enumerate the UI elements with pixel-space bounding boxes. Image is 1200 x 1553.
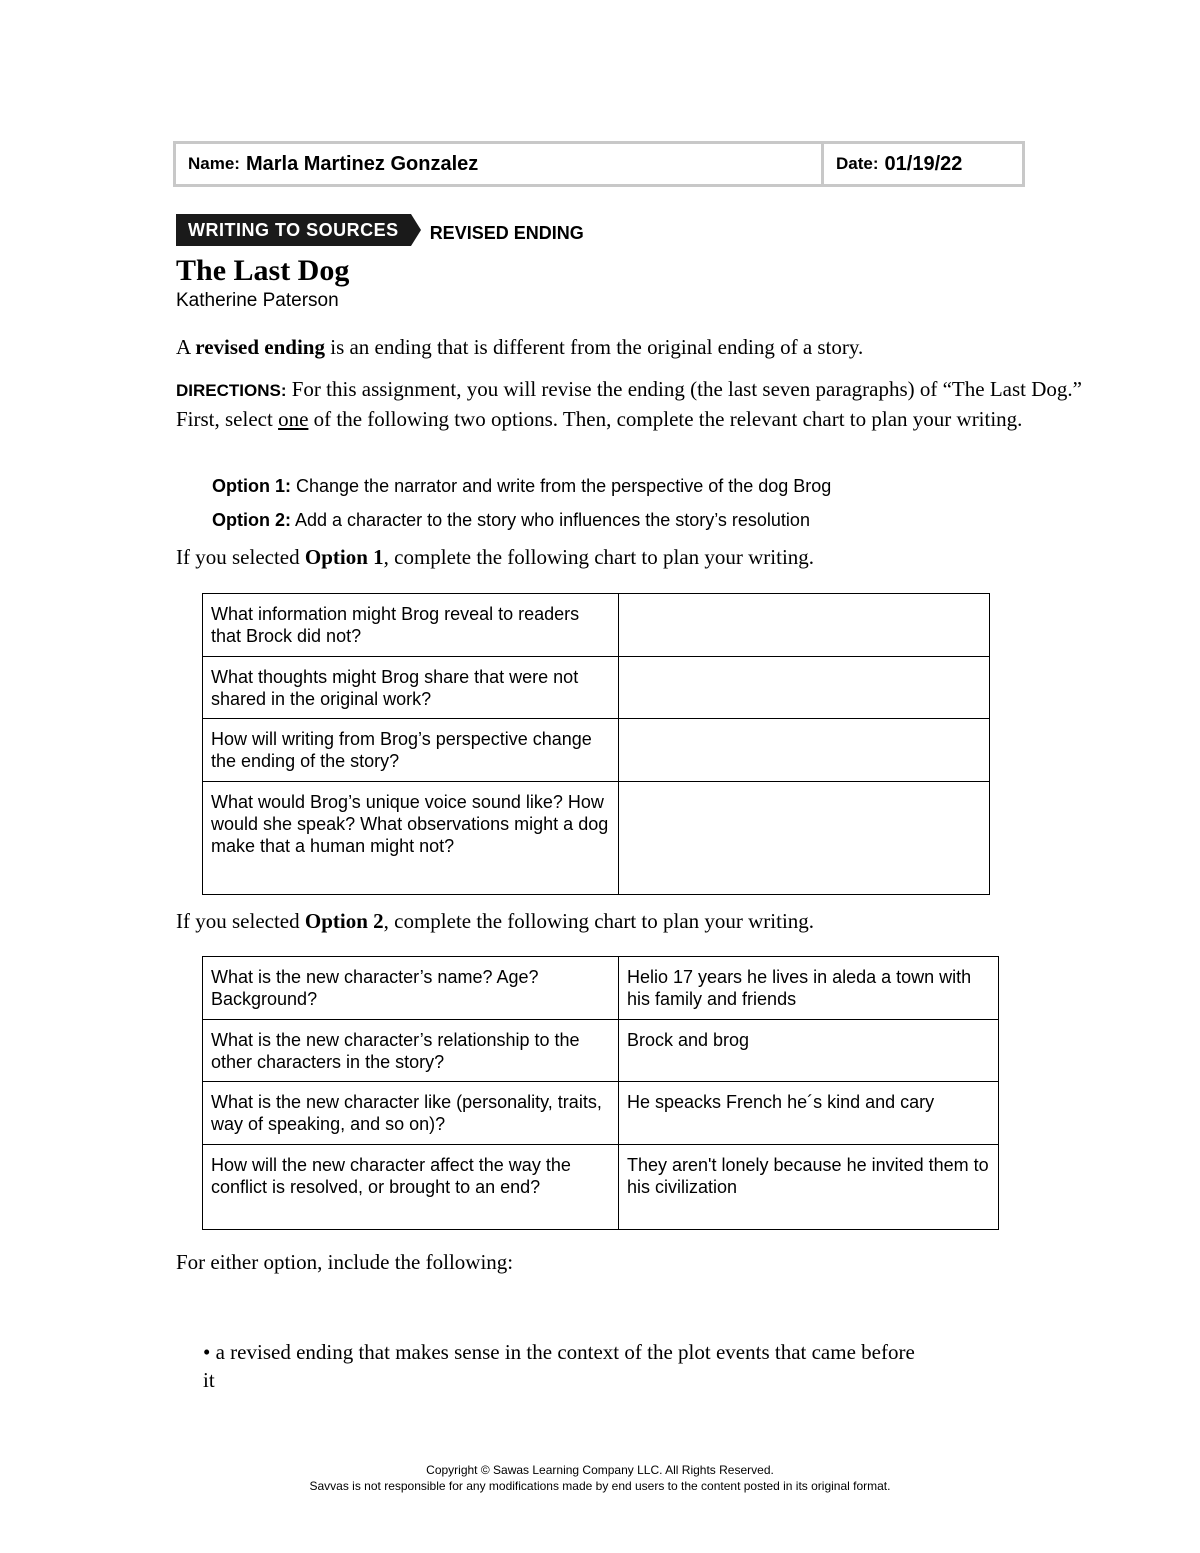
- either-option-text: For either option, include the following:: [176, 1250, 514, 1274]
- name-label: Name:: [188, 154, 240, 173]
- definition-term: revised ending: [195, 335, 325, 359]
- option-2: [212, 510, 810, 531]
- section-banner: [176, 214, 584, 246]
- option-1-intro: [176, 543, 1096, 571]
- chart-question: What is the new character’s relationship to the other characters in the story?: [203, 1020, 619, 1082]
- option-2-chart: [202, 956, 999, 1230]
- definition-pre: A: [176, 335, 196, 359]
- table-row: [203, 1145, 999, 1230]
- chart-answer[interactable]: He speacks French he´s kind and cary: [619, 1082, 999, 1145]
- chart-answer[interactable]: Brock and brog: [619, 1020, 999, 1082]
- chart-answer[interactable]: [619, 719, 990, 782]
- date-value[interactable]: 01/19/22: [884, 152, 963, 175]
- option-2-intro-post: , complete the following chart to plan your writing.: [383, 909, 815, 933]
- option-1: [212, 476, 831, 497]
- option-1-intro-pre: If you selected: [176, 545, 305, 569]
- name-value[interactable]: Marla Martinez Gonzalez: [245, 152, 479, 175]
- chart-answer[interactable]: [619, 657, 990, 719]
- table-row: [203, 657, 990, 719]
- directions-text-1: For this assignment, you will revise the ending (the last seven paragraphs) of “The Last Dog.” First, select: [176, 377, 1082, 431]
- footer-disclaimer: Savvas is not responsible for any modifications made by end users to the content posted in its original format.: [309, 1479, 891, 1493]
- table-row: [203, 594, 990, 657]
- table-row: [203, 782, 990, 895]
- option-1-chart: [202, 593, 990, 895]
- directions-underlined: one: [278, 407, 309, 431]
- chart-answer[interactable]: [619, 782, 990, 895]
- date-cell: [824, 144, 1022, 184]
- header-box: [173, 141, 1025, 187]
- chart-question: What information might Brog reveal to readers that Brock did not?: [203, 594, 619, 657]
- directions-label: DIRECTIONS:: [176, 381, 287, 400]
- date-label: Date:: [836, 154, 879, 173]
- chart-question: What is the new character’s name? Age? Background?: [203, 957, 619, 1020]
- definition-paragraph: [176, 333, 1096, 361]
- chart-question: What is the new character like (personality, traits, way of speaking, and so on)?: [203, 1082, 619, 1145]
- table-row: [203, 1082, 999, 1145]
- directions-paragraph: [176, 375, 1096, 433]
- directions-text-2: of the following two options. Then, complete the relevant chart to plan your writing.: [308, 407, 1023, 431]
- chart-answer[interactable]: They aren't lonely because he invited them to his civilization: [619, 1145, 999, 1230]
- option-1-intro-post: , complete the following chart to plan your writing.: [383, 545, 815, 569]
- footer-copyright: Copyright © Sawas Learning Company LLC. All Rights Reserved.: [426, 1463, 774, 1477]
- option-2-intro-pre: If you selected: [176, 909, 305, 933]
- option-1-text: Change the narrator and write from the perspective of the dog Brog: [291, 476, 832, 496]
- definition-post: is an ending that is different from the original ending of a story.: [324, 335, 864, 359]
- option-2-text: Add a character to the story who influences the story’s resolution: [291, 510, 810, 530]
- table-row: [203, 957, 999, 1020]
- chart-question: What would Brog’s unique voice sound like? How would she speak? What observations might a dog make that a human might not?: [203, 782, 619, 895]
- chart-answer[interactable]: Helio 17 years he lives in aleda a town with his family and friends: [619, 957, 999, 1020]
- banner-arrow-icon: [411, 214, 421, 246]
- banner-sublabel: REVISED ENDING: [429, 222, 584, 243]
- option-1-label: Option 1:: [212, 476, 291, 496]
- option-1-intro-bold: Option 1: [304, 545, 384, 569]
- option-2-intro-bold: Option 2: [304, 909, 384, 933]
- chart-question: What thoughts might Brog share that were not shared in the original work?: [203, 657, 619, 719]
- page-title: The Last Dog: [176, 254, 350, 287]
- table-row: [203, 1020, 999, 1082]
- table-row: [203, 719, 990, 782]
- banner-label: WRITING TO SOURCES: [176, 214, 411, 246]
- option-2-label: Option 2:: [212, 510, 291, 530]
- bullet-item: • a revised ending that makes sense in the context of the plot events that came before it: [203, 1340, 915, 1392]
- chart-question: How will writing from Brog’s perspective change the ending of the story?: [203, 719, 619, 782]
- chart-answer[interactable]: [619, 594, 990, 657]
- option-2-intro: [176, 907, 1096, 935]
- chart-question: How will the new character affect the way the conflict is resolved, or brought to an end?: [203, 1145, 619, 1230]
- author: Katherine Paterson: [176, 290, 339, 311]
- name-cell: [176, 144, 824, 184]
